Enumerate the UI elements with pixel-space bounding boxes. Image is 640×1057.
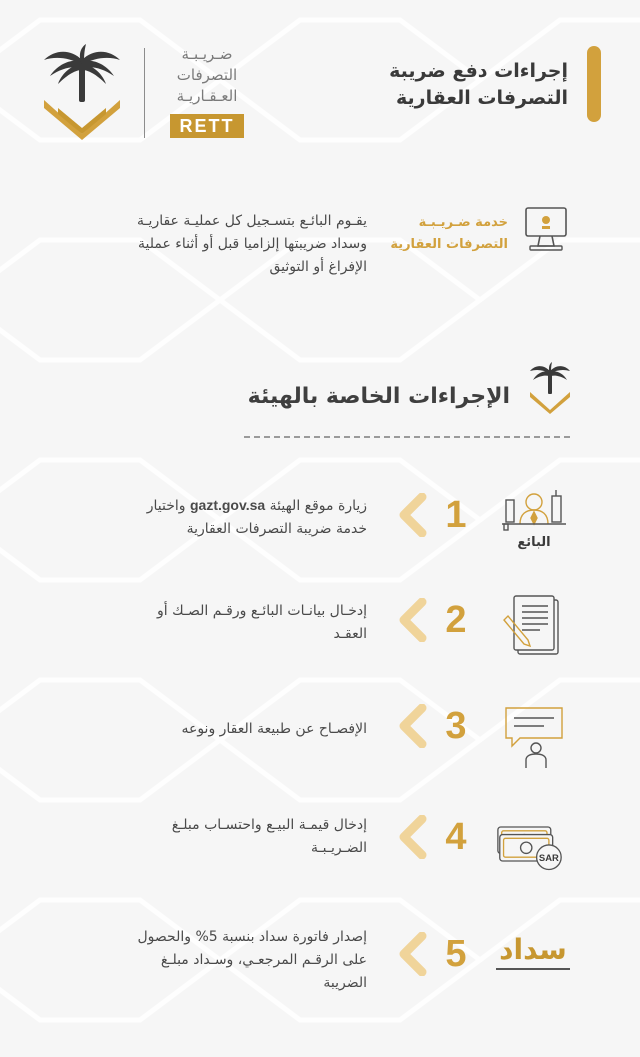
chevron-left-icon [396,704,430,748]
step-2-line1: إدخـال بيانـات البائـع ورقـم الصـك أو [157,603,367,619]
seller-icon [500,486,568,550]
gazt-website-link[interactable]: gazt.gov.sa [189,497,266,513]
service-desc-line3: الإفراغ أو التوثيق [269,259,367,275]
sadad-underline [496,968,570,970]
chevron-left-icon [396,815,430,859]
money-sar-icon [496,812,564,876]
step-1-text [87,494,367,541]
rett-logo [168,44,246,140]
service-label-line1: خدمة ضـريـبـة [418,215,508,230]
sar-icon-label: SAR [538,853,559,864]
seller-icon-label: البائع [517,535,551,550]
service-label [378,212,508,256]
page-title-line2: التصرفات العقارية [395,87,568,109]
page-title-line1: إجراءات دفع ضريبة [389,60,568,82]
sadad-brand-text: سداد [499,933,567,966]
speech-person-icon [500,704,568,768]
header-divider [144,48,145,138]
chevron-left-icon [396,932,430,976]
step-1-number: 1 [445,494,467,536]
computer-icon [524,206,568,252]
step-4-text [87,814,367,860]
step-5-number: 5 [445,933,467,975]
page-title [368,58,568,112]
step-1-line2: خدمة ضريبة التصرفات العقارية [186,521,367,537]
service-label-line2: التصرفات العقارية [390,237,508,252]
step-5-line2: على الرقـم المرجعـي، وسـداد مبلـغ [160,952,367,968]
step-1-line1-post: واختيار [146,498,186,514]
sadad-logo [488,934,578,974]
chevron-left-icon [396,598,430,642]
step-4-line2: الضـريـبـة [311,840,367,856]
rett-logo-text [168,44,246,107]
step-2-number: 2 [445,599,467,641]
rett-logo-line2: التصرفات [176,66,238,84]
step-2-line2: العقـد [333,626,367,642]
rett-logo-line3: العـقـاريـة [176,87,238,105]
step-2-text [87,600,367,646]
step-5-text [87,926,367,995]
service-desc-line1: يقـوم البائـع بتسـجيل كل عمليـة عقاريـة [136,213,367,229]
small-palm-logo-icon [528,362,572,414]
rett-logo-line1: ضـريـبـة [181,45,233,63]
service-desc-line2: وسداد ضريبتها إلزاميا قبل أو أثناء عملية [138,236,367,252]
step-4-line1: إدخال قيمـة البيـع واحتسـاب مبلـغ [171,817,367,833]
step-3-number: 3 [445,705,467,747]
section-divider [244,436,570,438]
service-description [87,210,367,279]
palm-swords-logo-icon [40,44,124,140]
document-pen-icon [500,594,568,658]
header-accent-bar [587,46,601,122]
step-3-text [87,718,367,741]
step-5-line3: الضريبة [323,975,367,991]
step-1-line1 [87,494,367,518]
rett-badge: RETT [170,114,244,138]
step-4-number: 4 [445,816,467,858]
section-title: الإجراءات الخاصة بالهيئة [247,384,510,409]
step-5-line1: إصدار فاتورة سداد بنسبة 5% والحصول [137,929,367,945]
step-1-line1-pre: زيارة موقع الهيئة [269,498,367,514]
chevron-left-icon [396,493,430,537]
step-3-line1: الإفصـاح عن طبيعة العقار ونوعه [181,721,367,737]
